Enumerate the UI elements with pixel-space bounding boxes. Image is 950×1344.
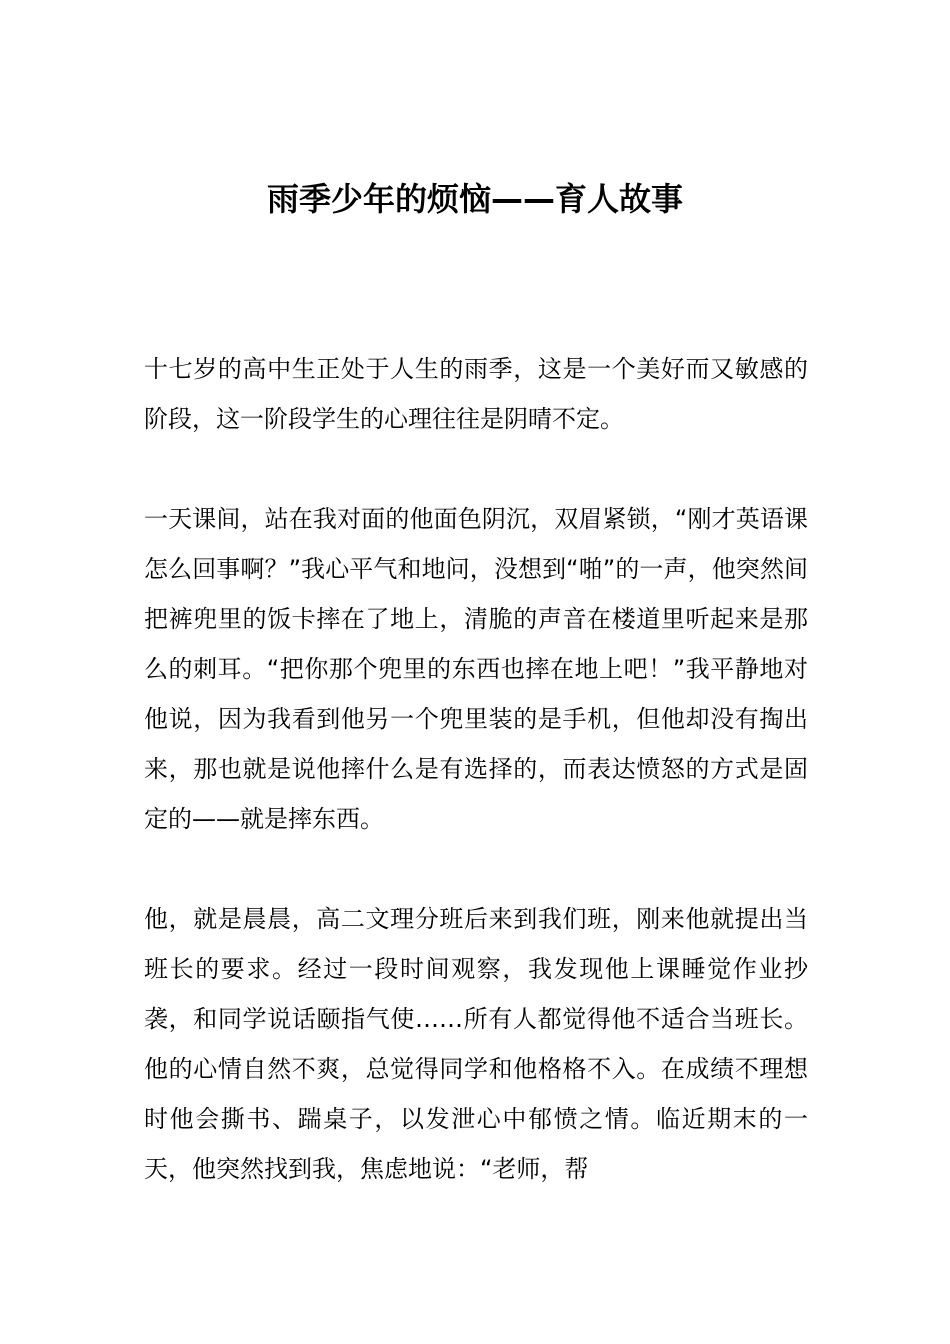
paragraph-1: 十七岁的高中生正处于人生的雨季，这是一个美好而又敏感的阶段，这一阶段学生的心理往往是阴晴不定。 — [144, 355, 808, 433]
paragraph-2: 一天课间，站在我对面的他面色阴沉，双眉紧锁，“刚才英语课怎么回事啊？”我心平气和地问，没想到“啪”的一声，他突然间把裤兜里的饭卡摔在了地上，清脆的声音在楼道里听起来是那么的刺耳。“把你那个兜里的东西也摔在地上吧！”我平静地对他说，因为我看到他另一个兜里装的是手机，但他却没有掏出来，那也就是说他摔什么是有选择的，而表达愤怒的方式是固定的——就是摔东西。 — [144, 505, 808, 833]
document-title: 雨季少年的烦恼——育人故事 — [266, 180, 683, 219]
paragraph-3: 他，就是晨晨，高二文理分班后来到我们班，刚来他就提出当班长的要求。经过一段时间观察，我发现他上课睡觉作业抄袭，和同学说话颐指气使……所有人都觉得他不适合当班长。他的心情自然不爽，总觉得同学和他格格不入。在成绩不理想时他会撕书、踹桌子，以发泄心中郁愤之情。临近期末的一天，他突然找到我，焦虑地说：“老师，帮 — [144, 905, 808, 1183]
